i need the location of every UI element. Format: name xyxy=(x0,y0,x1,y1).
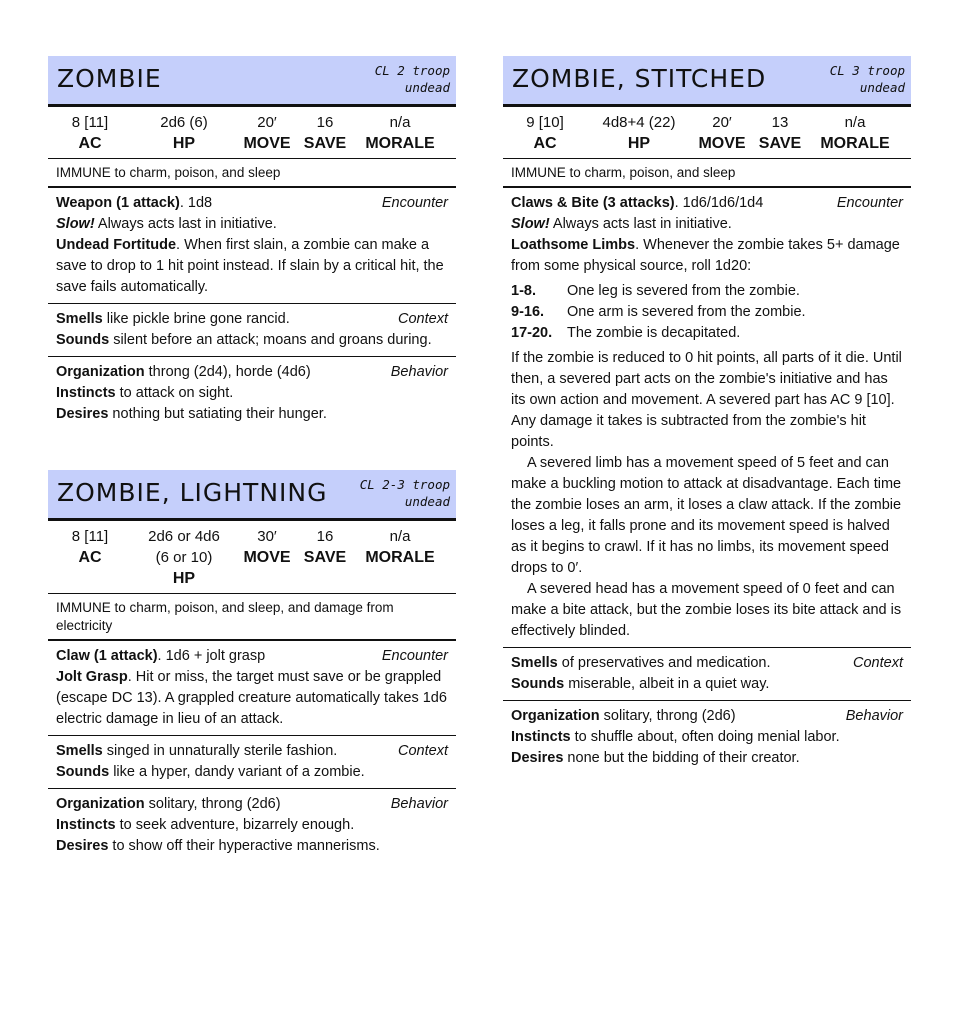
behavior-tag: Behavior xyxy=(845,708,903,724)
stat-move: 20′ MOVE xyxy=(243,114,291,152)
encounter-tag: Encounter xyxy=(836,195,903,211)
stat-move: 20′ MOVE xyxy=(698,114,746,152)
encounter-section: Claws & Bite (3 attacks). 1d6/1d6/1d4 Encounter Slow! Always acts last in initiative. Loathsome Limbs. Whenever the zombie takes 5+ damage from some physical source, roll 1d20: 1-8. One leg is severed from the zombie. 9-16. One arm is severed from the zombie. 17-20. The zombie is decapitated. If the zombie is reduced to 0 hit points, all parts of it die. Until then, a severed part acts on the zombie's initiative and has its own action and movement. A severed part has AC 9 [10]. Any damage it takes is subtracted from the zombie's hit points. A severed limb has a movement speed of 5 feet and can make a buckling motion to attack at disadvantage. Each time the zombie loses an arm, it loses a claw attack. If the zombie loses a leg, it falls prone and its movement speed is halved as it begins to crawl. If it has no limbs, its movement speed drops to 0′. A severed head has a movement speed of 0 feet and can make a bite attack, but the zombie loses its bite attack and is effectively blinded. xyxy=(503,188,911,648)
paragraph: A severed head has a movement speed of 0 feet and can make a bite attack, but the zombie loses its bite attack and is effectively blinded. xyxy=(511,581,902,639)
immunities: IMMUNE to charm, poison, and sleep xyxy=(503,159,911,188)
stat-hp: 2d6 or 4d6 (6 or 10) HP xyxy=(148,528,220,587)
stat-hp: 4d8+4 (22) HP xyxy=(602,114,676,152)
stat-save: 16 SAVE xyxy=(303,114,347,152)
encounter-section: Weapon (1 attack). 1d8 Encounter Slow! Always acts last in initiative. Undead Fortitude. When first slain, a zombie can make a save to drop to 1 hit point instead. If slain by a critical hit, the save fails automatically. xyxy=(48,188,456,304)
statblock-zombie xyxy=(48,56,456,430)
stat-ac: 8 [11] AC xyxy=(71,528,109,566)
creature-name: ZOMBIE, STITCHED xyxy=(512,64,767,93)
behavior-tag: Behavior xyxy=(390,364,448,380)
stats-row xyxy=(48,107,456,159)
roll-row: 17-20. The zombie is decapitated. xyxy=(511,325,741,341)
context-section: Smells singed in unnaturally sterile fashion. Context Sounds like a hyper, dandy variant of a zombie. xyxy=(48,736,456,789)
challenge-level: CL 3 troop undead xyxy=(829,63,905,95)
left-column xyxy=(48,56,456,902)
roll-row: 9-16. One arm is severed from the zombie. xyxy=(511,304,806,320)
behavior-section: Organization solitary, throng (2d6) Behavior Instincts to shuffle about, often doing menial labor. Desires none but the bidding of their creator. xyxy=(511,708,903,766)
creature-name: ZOMBIE, LIGHTNING xyxy=(57,478,328,507)
paragraph: A severed limb has a movement speed of 5 feet and can make a buckling motion to attack at disadvantage. Each time the zombie loses an arm, it loses a claw attack. If the zombie loses a leg, it falls prone and its movement speed is halved as it begins to crawl. If it has no limbs, its movement speed drops to 0′. xyxy=(511,455,902,576)
statblock-zombie-stitched xyxy=(503,56,911,774)
context-tag: Context xyxy=(398,311,448,327)
creature-name: ZOMBIE xyxy=(57,64,162,93)
stat-move: 30′ MOVE xyxy=(243,528,291,566)
statblock-zombie-lightning xyxy=(48,470,456,862)
statblock-header xyxy=(48,56,456,107)
challenge-level: CL 2-3 troop undead xyxy=(359,477,450,509)
roll-table xyxy=(511,281,903,344)
context-tag: Context xyxy=(398,743,448,759)
stat-morale: n/a MORALE xyxy=(820,114,890,152)
challenge-level: CL 2 troop undead xyxy=(374,63,450,95)
immunities: IMMUNE to charm, poison, and sleep xyxy=(48,159,456,188)
context-section: Smells of preservatives and medication. Context Sounds miserable, albeit in a quiet way. xyxy=(503,648,911,701)
stat-morale: n/a MORALE xyxy=(365,528,435,566)
stat-save: 13 SAVE xyxy=(758,114,802,152)
statblock-header xyxy=(503,56,911,107)
right-column xyxy=(503,56,911,814)
behavior-section: Organization throng (2d4), horde (4d6) Behavior Instincts to attack on sight. Desires nothing but satiating their hunger. xyxy=(56,364,448,422)
encounter-tag: Encounter xyxy=(381,648,448,664)
stat-ac: 9 [10] AC xyxy=(526,114,564,152)
encounter-section: Claw (1 attack). 1d6 + jolt grasp Encounter Jolt Grasp. Hit or miss, the target must save or be grappled (escape DC 13). A grappled creature automatically takes 1d6 electric damage in lieu of an attack. xyxy=(48,641,456,736)
behavior-section: Organization solitary, throng (2d6) Behavior Instincts to seek adventure, bizarrely enough. Desires to show off their hyperactive mannerisms. xyxy=(56,796,448,854)
context-tag: Context xyxy=(853,655,903,671)
stat-morale: n/a MORALE xyxy=(365,114,435,152)
stat-save: 16 SAVE xyxy=(303,528,347,566)
context-section: Smells like pickle brine gone rancid. Context Sounds silent before an attack; moans and groans during. xyxy=(48,304,456,357)
behavior-tag: Behavior xyxy=(390,796,448,812)
encounter-tag: Encounter xyxy=(381,195,448,211)
statblock-header xyxy=(48,470,456,521)
stat-hp: 2d6 (6) HP xyxy=(160,114,208,152)
stat-ac: 8 [11] AC xyxy=(71,114,109,152)
paragraph: If the zombie is reduced to 0 hit points, all parts of it die. Until then, a severed part acts on the zombie's initiative and has its own action and movement. A severed part has AC 9 [10]. Any damage it takes is subtracted from the zombie's hit points. xyxy=(511,350,902,450)
roll-row: 1-8. One leg is severed from the zombie. xyxy=(511,283,800,299)
immunities: IMMUNE to charm, poison, and sleep, and damage from electricity xyxy=(48,594,456,641)
stats-row xyxy=(503,107,911,159)
stats-row xyxy=(48,521,456,594)
